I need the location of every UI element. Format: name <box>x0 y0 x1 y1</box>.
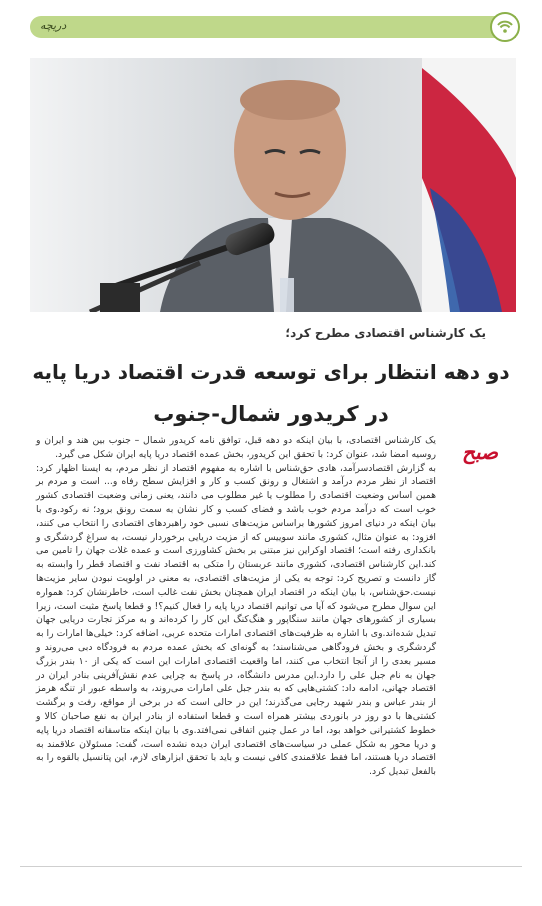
article-bottom-rule <box>20 866 522 867</box>
wifi-icon <box>490 12 520 42</box>
section-label: دریچه <box>40 19 67 32</box>
section-header-bar <box>30 16 516 38</box>
article-headline-line-1: دو دهه انتظار برای توسعه قدرت اقتصاد دریا پایه <box>32 360 510 384</box>
publication-logo: صبح <box>462 440 498 464</box>
article-headline-line-2: در کریدور شمال-جنوب <box>153 402 389 426</box>
article-body: یک کارشناس اقتصادی، با بیان اینکه دو دهه قبل، توافق نامه کریدور شمال – جنوب بین هند و ایران و روسیه امضا شد، عنوان کرد: با تحقق این کریدور، بخش عمده اقتصاد دریا پایه ایران شکل می گیرد. به گزارش اقتصادسرآمد، هادی حق‌شناس با اشاره به مفهوم اقتصاد از نظر مردم، به ایسنا اظهار کرد: اقتصاد از نظر مردم درآمد و اشتغال و رونق کسب و کار و افزایش سطح رفاه و... است و مردم بر همین اساس وضعیت اقتصادی را مطلوب یا غیر مطلوب می دانند، یعنی زمانی وضعیت اقتصادی کشور خوب است که درآمد مردم خوب باشد و فضای کسب و کار نشان به سمت رونق برود؛ نه رکود.وی با بیان اینکه در دنیای امروز کشورها براساس مزیت‌های نسبی خود راهبردهای اقتصادی را انتخاب می کنند، افزود: به عنوان مثال، کشوری مانند سوییس که از مزیت دریایی برخوردار نیست، به سراغ گردشگری و بانکداری رفته است؛ اقتصاد اوکراین نیز مبتنی بر بخش کشاورزی است و عمده غلات جهان را تامین می کند.این کارشناس اقتصادی، کشوری مانند عربستان را متکی به اقتصاد نفت و اقتصاد قطر را وابسته به گاز دانست و تصریح کرد: توجه به یکی از مزیت‌های اقتصادی، به معنی در اولویت نبودن سایر مزیت‌ها نیست.حق‌شناس، با بیان اینکه در اقتصاد ایران همچنان بخش نفت غالب است، خاطرنشان کرد: همواره این سوال مطرح می‌شود که آیا می توانیم اقتصاد دریا پایه را فعال کنیم؟! و قطعا پاسخ مثبت است، زیرا بسیاری از کشورهای جهان مانند سنگاپور و هنگ‌کنگ این کار را کرده‌اند و به مرکز تجارت دریایی جهان تبدیل شده‌اند.وی با اشاره به ظرفیت‌های اقتصادی امارات متحده عربی، اضافه کرد: خیلی‌ها امارات را به گردشگری و بخش فرودگاهی می‌شناسند؛ به گونه‌ای که بخش عمده مردم به فرودگاه دبی می‌روند و مسیر بعدی را از آنجا انتخاب می کنند، اما واقعیت اقتصادی امارات این است که یکی از ۱۰ بندر بزرگ جهان به نام جبل علی را دارد.این مدرس دانشگاه، در پاسخ به چرایی عدم نقش‌آفرینی بنادر ایران در اقتصاد جهانی، ادامه داد: کشتی‌هایی که به بندر جبل علی امارات می‌روند، به واسطه عبور از تنگه هرمز از بندر عباس و بندر شهید رجایی می‌گذرند؛ این در حالی است که در برخی از مواقع، رفت و برگشت کشتی‌ها با دو روز در بانوردی بیشتر همراه است و قطعا استفاده از بنادر ایران به نفع صاحبان کالا و خطوط کشتیرانی خواهد بود، اما در عمل چنین اتفاقی نمی‌افتد.وی با بیان اینکه متاسفانه اقتصاد دریا پایه و دریا محور به شکل عملی در سیاست‌های اقتصادی ایران دیده نشده است، گفت: مسئولان علاقمند به اقتصاد دریا هستند، اما فقط علاقمندی کافی نیست و باید با تحقق ابزارهای لازم، این پتانسیل بالقوه را به بالفعل تبدیل کرد. <box>36 435 436 778</box>
article-photo <box>30 58 516 312</box>
article-subtitle: یک کارشناس اقتصادی مطرح کرد؛ <box>285 326 486 340</box>
